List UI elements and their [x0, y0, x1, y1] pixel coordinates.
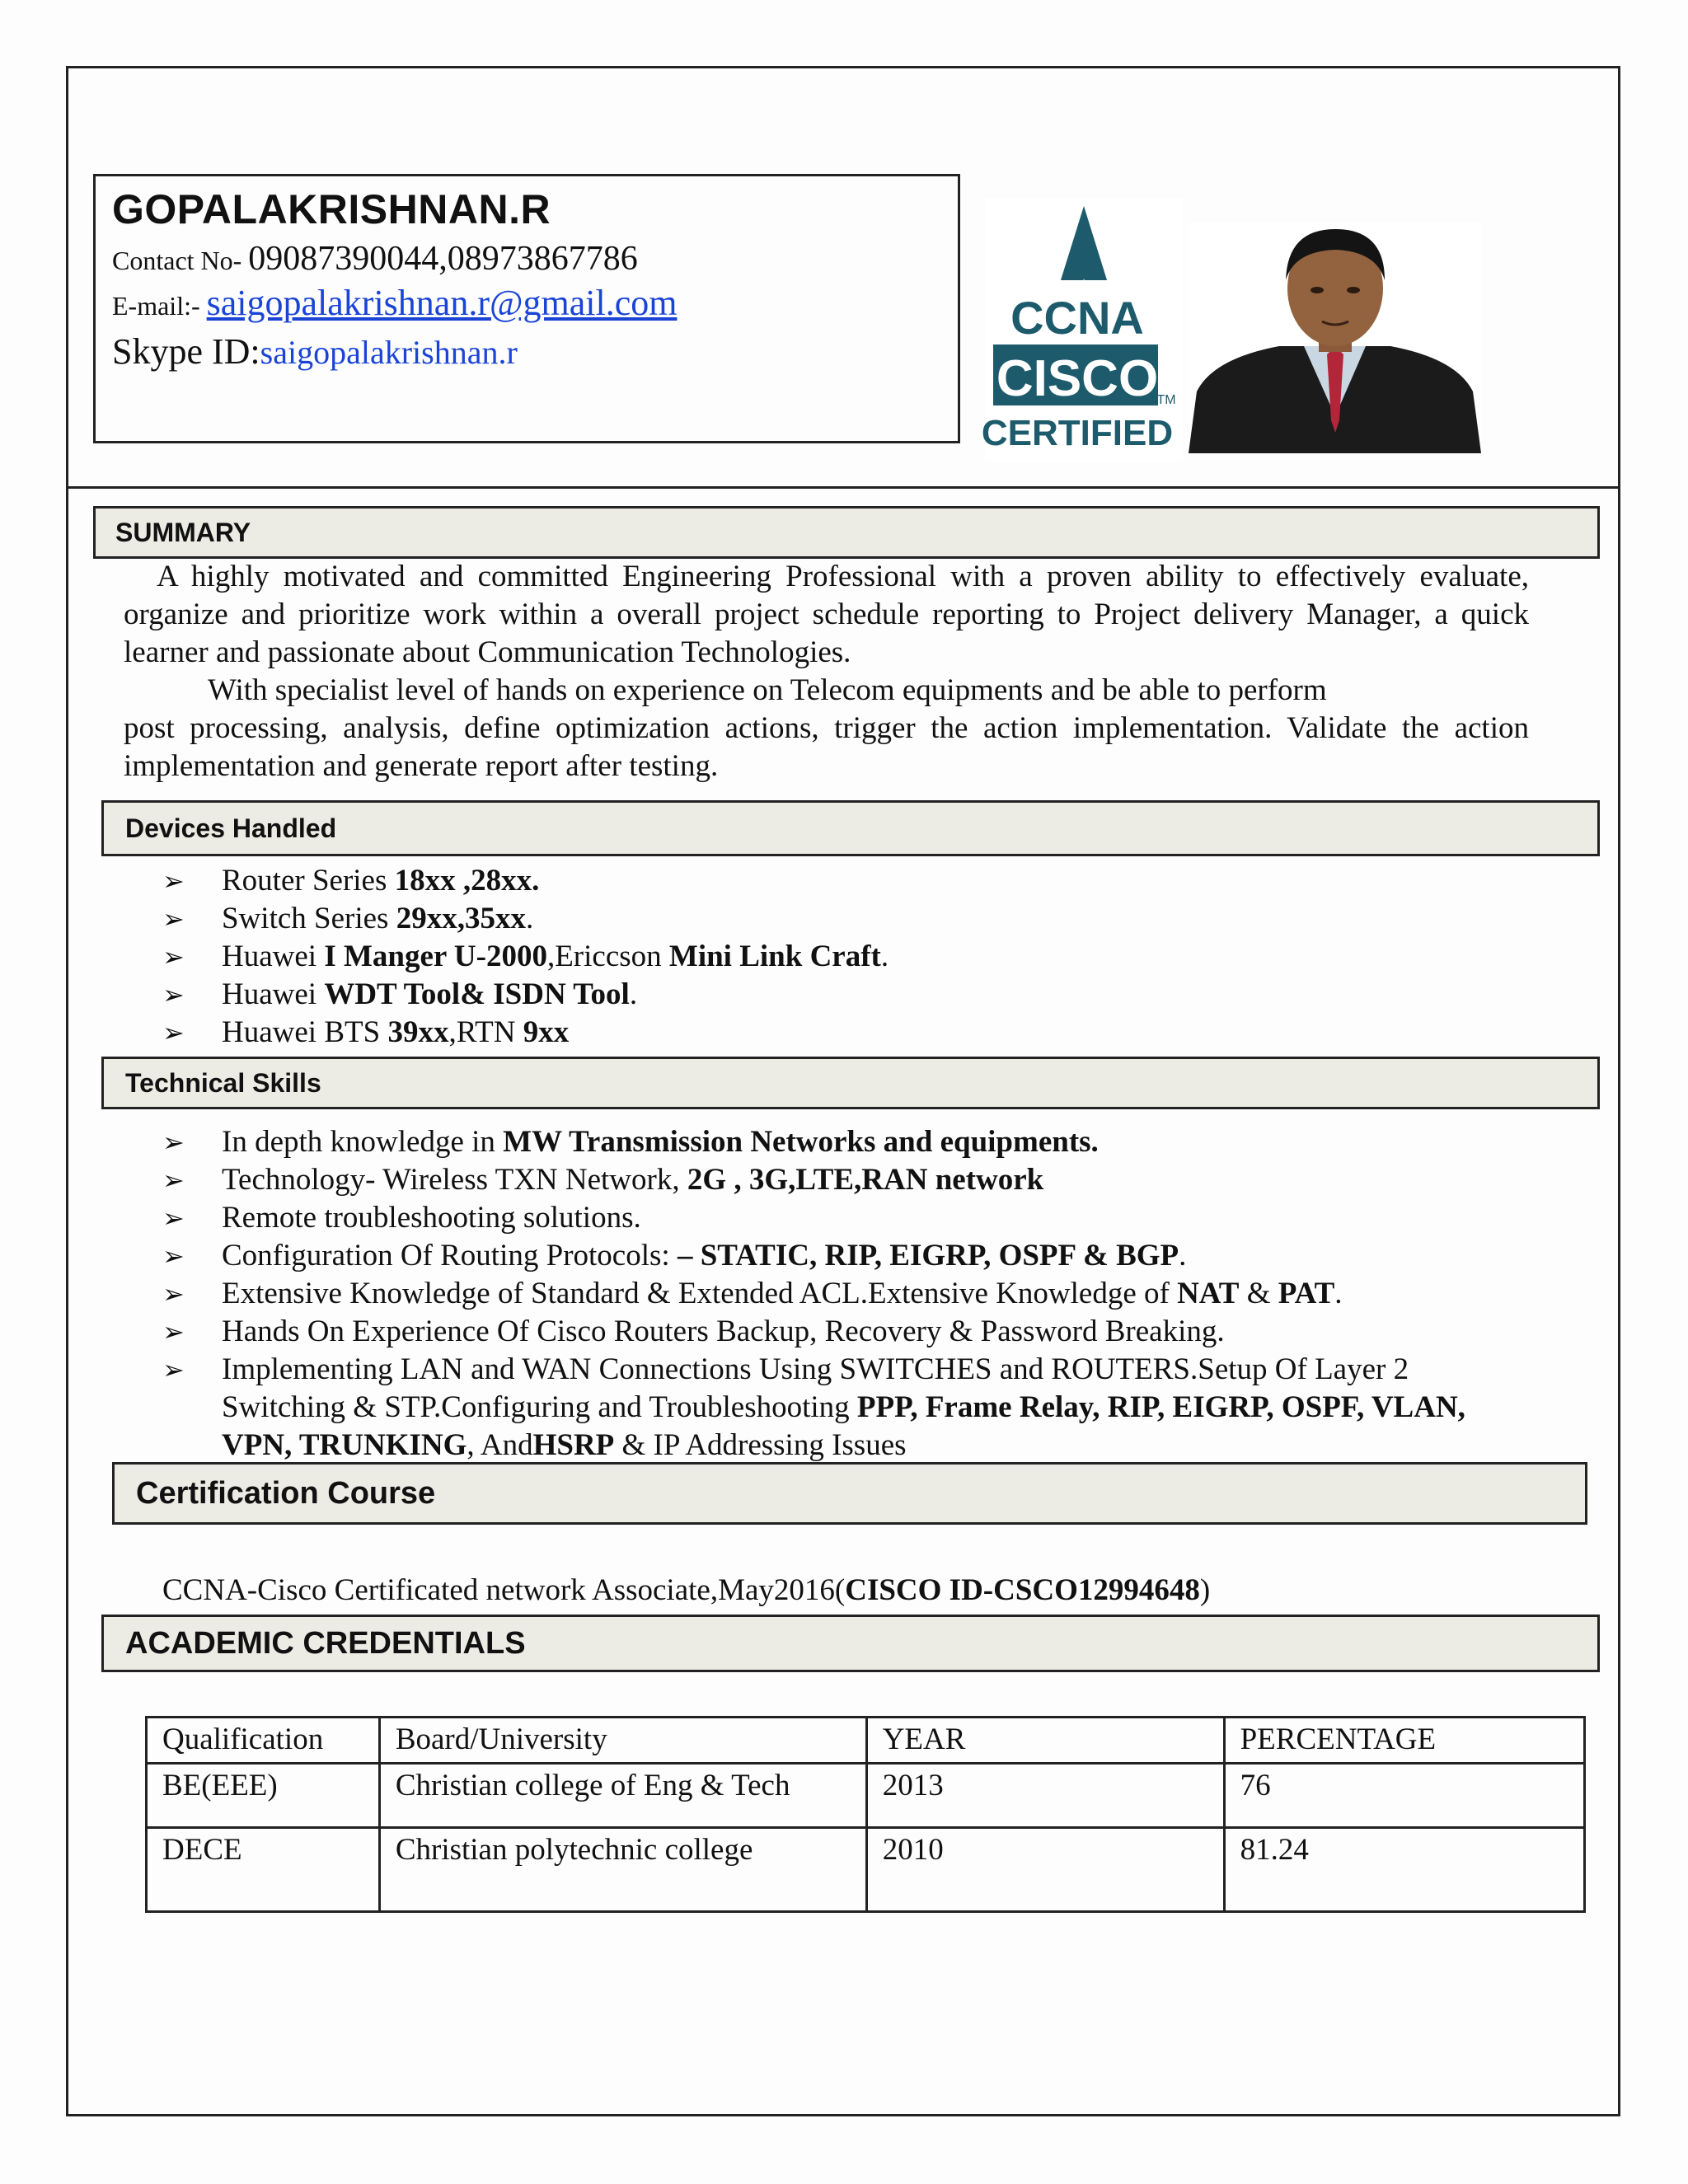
certification-course: CCNA-Cisco Certificated network Associate,May2016( — [162, 1573, 846, 1607]
skills-heading-bar — [101, 1057, 1600, 1109]
logo-certified-text: CERTIFIED — [981, 413, 1174, 453]
arrow-bullet-icon: ➢ — [162, 865, 185, 897]
device-item: ➢ Huawei BTS 39xx,RTN 9xx — [162, 1014, 1564, 1052]
skill-item: ➢ Hands On Experience Of Cisco Routers Backup, Recovery & Password Breaking. — [162, 1313, 1481, 1351]
contact-number-line — [112, 237, 958, 282]
column-header: Qualification — [147, 1718, 380, 1764]
skill-item: ➢ Configuration Of Routing Protocols: – STATIC, RIP, EIGRP, OSPF & BGP. — [162, 1237, 1481, 1275]
arrow-bullet-icon: ➢ — [162, 1165, 185, 1196]
table-row — [147, 1828, 1585, 1912]
skype-label: Skype ID: — [112, 331, 260, 372]
logo-tm-text: TM — [1156, 393, 1176, 407]
devices-list-container — [162, 862, 1564, 1052]
devices-heading-bar — [101, 800, 1600, 856]
skill-item: ➢ In depth knowledge in MW Transmission Networks and equipments. — [162, 1123, 1481, 1161]
arrow-bullet-icon: ➢ — [162, 1316, 185, 1347]
table-cell: DECE — [147, 1828, 380, 1912]
arrow-bullet-icon: ➢ — [162, 1354, 185, 1385]
summary-body — [124, 558, 1529, 785]
certification-heading-bar — [112, 1462, 1587, 1525]
arrow-bullet-icon: ➢ — [162, 941, 185, 972]
column-header: PERCENTAGE — [1224, 1718, 1584, 1764]
header-divider — [66, 486, 1620, 489]
column-header: Board/University — [379, 1718, 866, 1764]
device-item: ➢ Huawei I Manger U-2000,Ericcson Mini Link Craft. — [162, 938, 1564, 976]
academic-heading-bar — [101, 1615, 1600, 1672]
arrow-bullet-icon: ➢ — [162, 979, 185, 1010]
skills-list — [162, 1123, 1481, 1462]
summary-paragraph-1: A highly motivated and committed Engineering Professional with a proven ability to effectively evaluate, organize and prioritize work within a overall project schedule reporting to Project delivery Manager, a quick learner and passionate about Communication Technologies. — [124, 560, 1529, 669]
table-header-row — [147, 1718, 1585, 1764]
device-item: ➢ Huawei WDT Tool& ISDN Tool. — [162, 976, 1564, 1014]
table-cell: 2010 — [866, 1828, 1224, 1912]
arrow-bullet-icon: ➢ — [162, 1127, 185, 1158]
skill-item: ➢ Remote troubleshooting solutions. — [162, 1199, 1481, 1237]
candidate-name: GOPALAKRISHNAN.R — [112, 186, 551, 232]
table-cell: 81.24 — [1224, 1828, 1584, 1912]
skype-line — [112, 327, 958, 377]
column-header: YEAR — [866, 1718, 1224, 1764]
summary-paragraph-2: post processing, analysis, define optimization actions, trigger the action implementation. Validate the action implementation and generate report after testing. — [124, 711, 1529, 783]
academic-table — [145, 1716, 1586, 1913]
email-label: E-mail:- — [112, 291, 200, 321]
arrow-bullet-icon: ➢ — [162, 1202, 185, 1234]
summary-heading: SUMMARY — [115, 517, 251, 547]
email-link[interactable]: saigopalakrishnan.r@gmail.com — [206, 283, 678, 323]
table-cell: 76 — [1224, 1764, 1584, 1828]
skill-item: ➢ Technology- Wireless TXN Network, 2G , 3G,LTE,RAN network — [162, 1161, 1481, 1199]
table-row — [147, 1764, 1585, 1828]
skills-list-container — [162, 1123, 1481, 1462]
logo-ccna-text: CCNA — [1010, 292, 1144, 344]
table-cell: 2013 — [866, 1764, 1224, 1828]
contact-label: Contact No- — [112, 246, 242, 275]
arrow-bullet-icon: ➢ — [162, 903, 185, 935]
table-cell: Christian polytechnic college — [379, 1828, 866, 1912]
arrow-bullet-icon: ➢ — [162, 1240, 185, 1272]
email-line — [112, 282, 958, 327]
academic-heading: ACADEMIC CREDENTIALS — [125, 1625, 526, 1661]
contact-box — [93, 174, 960, 443]
devices-list — [162, 862, 1564, 1052]
summary-heading-bar — [93, 506, 1600, 559]
profile-photo-graphic — [1189, 223, 1481, 453]
certification-heading: Certification Course — [136, 1475, 436, 1511]
contact-number: 09087390044,08973867786 — [248, 240, 638, 278]
certification-line: CCNA-Cisco Certificated network Associate,May2016(CISCO ID-CSCO12994648) — [162, 1573, 1211, 1607]
skill-item: ➢ Implementing LAN and WAN Connections Using SWITCHES and ROUTERS.Setup Of Layer 2 Switching & STP.Configuring and Troubleshooting PPP, Frame Relay, RIP, EIGRP, OSPF, VLAN, VPN, TRUNKING, AndHSRP & IP Addressing Issues — [162, 1352, 1465, 1462]
cisco-id: CISCO ID-CSCO12994648 — [845, 1573, 1200, 1607]
skill-item: ➢ Extensive Knowledge of Standard & Extended ACL.Extensive Knowledge of NAT & PAT. — [162, 1275, 1481, 1313]
ccna-cisco-certified-logo — [981, 198, 1183, 462]
logo-cisco-text: CISCO — [996, 350, 1159, 407]
device-item: ➢ Switch Series 29xx,35xx. — [162, 900, 1564, 938]
device-item: ➢ Router Series 18xx ,28xx. — [162, 862, 1564, 900]
table-cell: Christian college of Eng & Tech — [379, 1764, 866, 1828]
skills-heading: Technical Skills — [125, 1067, 321, 1098]
devices-heading: Devices Handled — [125, 813, 337, 843]
arrow-bullet-icon: ➢ — [162, 1017, 185, 1048]
profile-photo — [1189, 223, 1481, 453]
skype-id: saigopalakrishnan.r — [260, 334, 518, 371]
arrow-bullet-icon: ➢ — [162, 1278, 185, 1310]
table-cell: BE(EEE) — [147, 1764, 380, 1828]
ccna-logo-graphic — [981, 198, 1183, 462]
summary-paragraph-2-line-1: With specialist level of hands on experience on Telecom equipments and be able to perform — [208, 673, 1327, 707]
